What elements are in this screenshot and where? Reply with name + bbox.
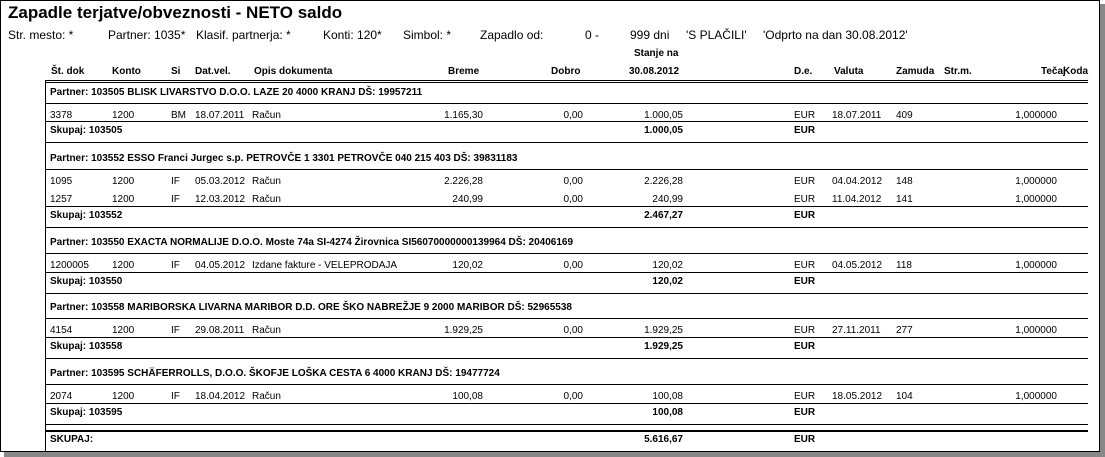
filter-klasif: Klasif. partnerja: * <box>196 28 291 42</box>
table-cell-breme: 2.226,28 <box>444 176 483 187</box>
partner-header-rule <box>45 253 1088 254</box>
partner-header: Partner: 103505 BLISK LIVARSTVO D.O.O. LAZE 20 4000 KRANJ DŠ: 19957211 <box>50 87 423 98</box>
table-cell-de: EUR <box>794 194 816 205</box>
group-total-currency: EUR <box>794 341 816 352</box>
header-rule-1 <box>45 80 1088 81</box>
table-cell-de: EUR <box>794 110 816 121</box>
group-total-value: 2.467,27 <box>644 210 683 221</box>
table-cell-tecaj: 1,000000 <box>1015 260 1057 271</box>
col-dobro: Dobro <box>551 66 581 77</box>
table-cell-st: 1200005 <box>50 260 89 271</box>
table-cell-dobro: 0,00 <box>563 325 583 336</box>
table-cell-si: IF <box>171 325 180 336</box>
group-end-rule <box>45 293 1088 294</box>
table-cell-breme: 1.929,25 <box>444 325 483 336</box>
group-total-rule <box>45 121 1088 122</box>
table-cell-zamuda: 104 <box>896 391 913 402</box>
filter-str-mesto: Str. mesto: * <box>8 28 74 42</box>
group-total-rule <box>45 272 1088 273</box>
table-cell-valuta: 11.04.2012 <box>832 194 882 205</box>
group-total-label: Skupaj: 103558 <box>50 341 123 352</box>
table-cell-st: 2074 <box>50 391 73 402</box>
table-cell-si: IF <box>171 176 180 187</box>
table-cell-de: EUR <box>794 325 816 336</box>
col-st-dok: Št. dok <box>51 66 85 77</box>
group-end-rule <box>45 424 1088 425</box>
col-valuta: Valuta <box>834 66 864 77</box>
table-cell-de: EUR <box>794 260 816 271</box>
col-de: D.e. <box>794 66 813 77</box>
group-total-currency: EUR <box>794 125 816 136</box>
table-cell-tecaj: 1,000000 <box>1015 325 1057 336</box>
report-title: Zapadle terjatve/obveznosti - NETO saldo <box>8 3 343 22</box>
table-cell-valuta: 04.05.2012 <box>832 260 883 271</box>
table-cell-st: 1095 <box>50 176 73 187</box>
table-cell-dobro: 0,00 <box>563 260 583 271</box>
table-cell-zamuda: 148 <box>896 176 913 187</box>
table-cell-valuta: 04.04.2012 <box>832 176 883 187</box>
col-konto: Konto <box>112 66 141 77</box>
table-cell-zamuda: 277 <box>896 325 913 336</box>
table-cell-breme: 240,99 <box>452 194 483 205</box>
grand-total-rule <box>45 430 1088 432</box>
table-cell-tecaj: 1,000000 <box>1015 176 1057 187</box>
table-cell-zamuda: 409 <box>896 110 913 121</box>
filter-range-from: 0 - <box>585 28 600 42</box>
table-cell-konto: 1200 <box>112 325 135 336</box>
group-total-label: Skupaj: 103552 <box>50 210 123 221</box>
filter-partner: Partner: 1035* <box>108 28 186 42</box>
filter-simbol: Simbol: * <box>403 28 452 42</box>
table-cell-breme: 1.165,30 <box>444 110 483 121</box>
group-total-value: 1.000,05 <box>644 125 683 136</box>
table-cell-de: EUR <box>794 391 816 402</box>
table-cell-stanje: 1.000,05 <box>644 110 683 121</box>
header-rule-2 <box>45 82 1088 83</box>
table-cell-opis: Račun <box>252 391 281 402</box>
group-total-value: 1.929,25 <box>644 341 683 352</box>
col-breme: Breme <box>448 66 480 77</box>
table-cell-dobro: 0,00 <box>563 110 583 121</box>
col-tecaj: Tečaj <box>1041 66 1066 77</box>
group-total-currency: EUR <box>794 407 816 418</box>
table-cell-valuta: 18.05.2012 <box>832 391 883 402</box>
table-cell-stanje: 240,99 <box>652 194 683 205</box>
table-cell-opis: Račun <box>252 110 281 121</box>
group-end-rule <box>45 142 1088 143</box>
table-cell-si: IF <box>171 194 180 205</box>
table-cell-si: BM <box>171 110 186 121</box>
table-cell-dobro: 0,00 <box>563 176 583 187</box>
group-total-label: Skupaj: 103505 <box>50 125 123 136</box>
partner-header-rule <box>45 103 1088 104</box>
table-cell-si: IF <box>171 260 180 271</box>
col-si: Si <box>171 66 181 77</box>
partner-header-rule <box>45 384 1088 385</box>
partner-header-rule <box>45 318 1088 319</box>
table-cell-stanje: 100,08 <box>652 391 683 402</box>
group-total-rule <box>45 337 1088 338</box>
filter-placili: 'S PLAČILI' <box>686 28 747 42</box>
table-cell-dat: 29.08.2011 <box>195 325 245 336</box>
col-datvel: Dat.vel. <box>195 66 231 77</box>
table-cell-valuta: 27.11.2011 <box>832 325 881 336</box>
col-strm: Str.m. <box>944 66 972 77</box>
partner-header-rule <box>45 169 1088 170</box>
grand-total-value: 5.616,67 <box>644 434 683 445</box>
table-cell-tecaj: 1,000000 <box>1015 110 1057 121</box>
table-cell-konto: 1200 <box>112 194 135 205</box>
table-cell-konto: 1200 <box>112 391 135 402</box>
table-cell-tecaj: 1,000000 <box>1015 391 1057 402</box>
col-zamuda: Zamuda <box>896 66 935 77</box>
table-cell-dat: 18.07.2011 <box>195 110 245 121</box>
col-opis: Opis dokumenta <box>254 66 333 77</box>
group-total-value: 100,08 <box>652 407 683 418</box>
table-cell-opis: Račun <box>252 325 281 336</box>
partner-header: Partner: 103552 ESSO Franci Jurgec s.p. PETROVČE 1 3301 PETROVČE 040 215 403 DŠ: 39831183 <box>50 153 518 164</box>
table-cell-st: 3378 <box>50 110 73 121</box>
frame-shadow-right <box>1100 4 1105 457</box>
table-cell-dat: 05.03.2012 <box>195 176 246 187</box>
filter-konti: Konti: 120* <box>323 28 382 42</box>
group-end-rule <box>45 227 1088 228</box>
group-total-value: 120,02 <box>652 276 683 287</box>
col-koda: Koda <box>1063 66 1088 77</box>
table-cell-dobro: 0,00 <box>563 194 583 205</box>
table-cell-konto: 1200 <box>112 260 135 271</box>
left-rule <box>45 80 46 452</box>
table-cell-breme: 120,02 <box>452 260 483 271</box>
table-cell-tecaj: 1,000000 <box>1015 194 1057 205</box>
table-cell-konto: 1200 <box>112 176 135 187</box>
filter-range-to: 999 dni <box>630 28 670 42</box>
table-cell-st: 1257 <box>50 194 73 205</box>
table-cell-stanje: 1.929,25 <box>644 325 683 336</box>
partner-header: Partner: 103595 SCHÄFERROLLS, D.O.O. ŠKOFJE LOŠKA CESTA 6 4000 KRANJ DŠ: 19477724 <box>50 368 500 379</box>
filter-zapadlo: Zapadlo od: <box>480 28 544 42</box>
group-total-label: Skupaj: 103595 <box>50 407 123 418</box>
table-cell-dat: 04.05.2012 <box>195 260 246 271</box>
table-cell-dat: 12.03.2012 <box>195 194 246 205</box>
col-stanje-line2: 30.08.2012 <box>629 66 680 77</box>
table-cell-opis: Račun <box>252 194 281 205</box>
table-cell-de: EUR <box>794 176 816 187</box>
group-total-currency: EUR <box>794 210 816 221</box>
col-stanje-line1: Stanje na <box>634 48 679 59</box>
partner-header: Partner: 103558 MARIBORSKA LIVARNA MARIBOR D.D. ORE ŠKO NABREŽJE 9 2000 MARIBOR DŠ: 52965538 <box>50 302 572 313</box>
table-cell-stanje: 2.226,28 <box>644 176 683 187</box>
table-cell-si: IF <box>171 391 180 402</box>
partner-header: Partner: 103550 EXACTA NORMALIJE D.O.O. Moste 74a SI-4274 Žirovnica SI56070000000139964 DŠ: 20406169 <box>50 237 574 248</box>
table-cell-opis: Račun <box>252 176 281 187</box>
table-cell-st: 4154 <box>50 325 73 336</box>
frame-shadow-bottom <box>4 452 1105 457</box>
table-cell-breme: 100,08 <box>452 391 483 402</box>
table-cell-stanje: 120,02 <box>652 260 683 271</box>
table-cell-zamuda: 141 <box>896 194 913 205</box>
table-cell-dat: 18.04.2012 <box>195 391 246 402</box>
group-end-rule <box>45 358 1088 359</box>
grand-total-currency: EUR <box>794 434 816 445</box>
table-cell-opis: Izdane fakture - VELEPRODAJA <box>252 260 398 271</box>
filter-odprto: 'Odprto na dan 30.08.2012' <box>763 28 908 42</box>
group-total-rule <box>45 206 1088 207</box>
table-cell-dobro: 0,00 <box>563 391 583 402</box>
table-cell-valuta: 18.07.2011 <box>832 110 882 121</box>
table-cell-konto: 1200 <box>112 110 135 121</box>
group-total-label: Skupaj: 103550 <box>50 276 123 287</box>
group-total-rule <box>45 403 1088 404</box>
group-total-currency: EUR <box>794 276 816 287</box>
table-cell-zamuda: 118 <box>896 260 912 271</box>
grand-total-label: SKUPAJ: <box>50 434 94 445</box>
